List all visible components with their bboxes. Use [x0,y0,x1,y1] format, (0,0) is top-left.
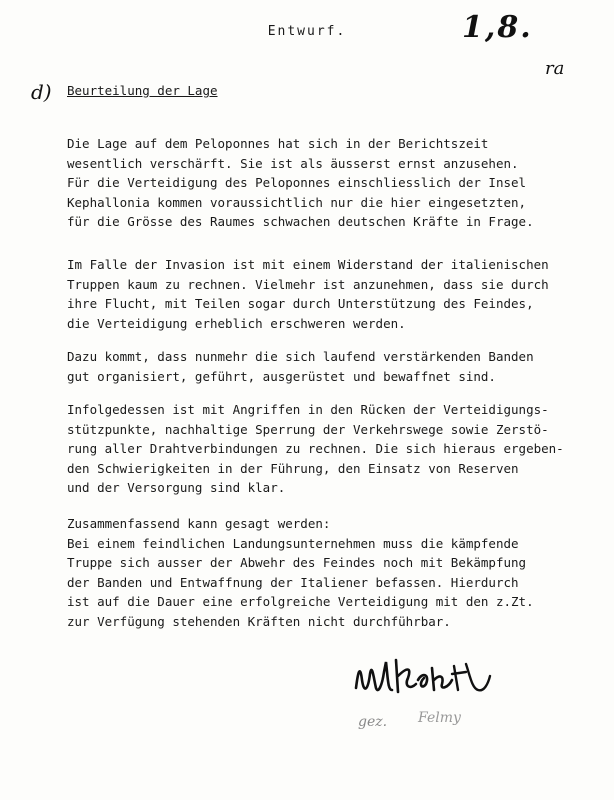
text-line: die Verteidigung erheblich erschweren werden. [67,315,406,331]
text-line: ihre Flucht, mit Teilen sogar durch Unterstützung des Feindes, [67,296,534,311]
text-line: Im Falle der Invasion ist mit einem Widerstand der italienischen [67,257,549,272]
gez-name: Felmy [418,710,461,726]
paragraph-3 [67,347,597,386]
handwritten-number: 1,8. [462,10,533,45]
paragraph-2 [67,255,597,333]
text-line: Zusammenfassend kann gesagt werden: [67,516,331,531]
gez-mark: gez. [358,714,388,730]
text-line: ist auf die Dauer eine erfolgreiche Verteidigung mit den z.Zt. [67,594,534,609]
section-marker: d) [31,80,52,104]
paragraph-5 [67,514,597,631]
text-line: den Schwierigkeiten in der Führung, den Einsatz von Reserven [67,460,519,476]
text-line: für die Grösse des Raumes schwachen deutschen Kräfte in Frage. [67,214,534,229]
section-heading: Beurteilung der Lage [67,83,218,98]
paragraph-4 [67,400,597,498]
text-line: gut organisiert, geführt, ausgerüstet und bewaffnet sind. [67,368,496,384]
text-line: und der Versorgung sind klar. [67,480,286,495]
handwritten-corner-mark: ra [545,58,565,79]
text-line: stützpunkte, nachhaltige Sperrung der Verkehrswege sowie Zerstö- [67,421,549,437]
text-line: rung aller Drahtverbindungen zu rechnen. Die sich hieraus ergeben- [67,441,564,456]
text-line: der Banden und Entwaffnung der Italiener befassen. Hierdurch [67,574,519,590]
text-line: wesentlich verschärft. Sie ist als äusserst ernst anzusehen. [67,155,519,171]
paragraph-1 [67,134,597,232]
document-title: Entwurf. [267,24,347,39]
text-line: Die Lage auf dem Peloponnes hat sich in der Berichtszeit [67,136,489,151]
text-line: Truppen kaum zu rechnen. Vielmehr ist anzunehmen, dass sie durch [67,276,549,292]
text-line: Truppe sich ausser der Abwehr des Feindes noch mit Bekämpfung [67,555,527,570]
handwritten-signature [348,650,498,710]
text-line: Kephallonia kommen voraussichtlich nur die hier eingesetzten, [67,194,527,210]
text-line: Dazu kommt, dass nunmehr die sich laufend verstärkenden Banden [67,349,534,364]
text-line: Für die Verteidigung des Peloponnes einschliesslich der Insel [67,175,527,190]
text-line: Bei einem feindlichen Landungsunternehmen muss die kämpfende [67,535,519,551]
text-line: zur Verfügung stehenden Kräften nicht durchführbar. [67,613,451,629]
text-line: Infolgedessen ist mit Angriffen in den Rücken der Verteidigungs- [67,402,549,417]
